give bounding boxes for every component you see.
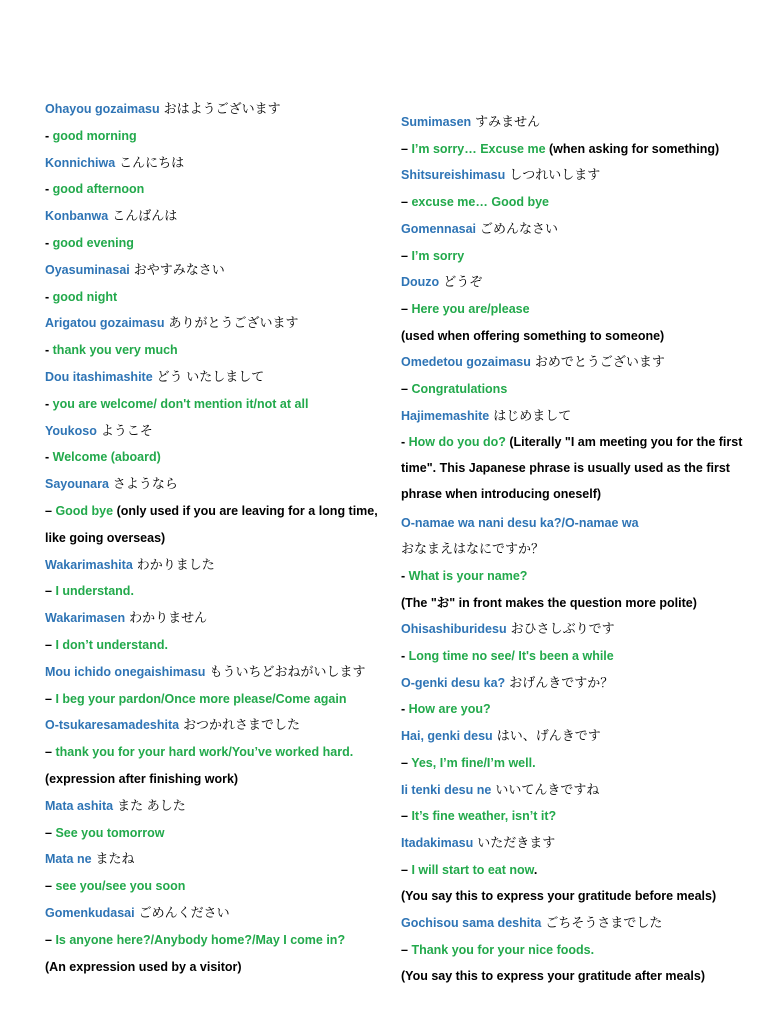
kana-text: どう いたしまして [156, 369, 265, 384]
meaning-line [401, 750, 761, 777]
note-text: (The "お" in front makes the question more polite) [401, 595, 697, 610]
meaning-line [45, 230, 380, 257]
note-line [401, 323, 761, 350]
meaning-text: Thank you for your nice foods. [411, 942, 595, 957]
romaji-text: Gochisou sama deshita [401, 916, 542, 930]
romaji-text: Konnichiwa [45, 155, 116, 170]
romaji-text: Youkoso [45, 423, 97, 438]
phrase-line [45, 471, 380, 498]
dash: - [401, 435, 409, 450]
dash: – [45, 691, 56, 706]
kana-text: こんにちは [119, 154, 185, 170]
kana-text: しつれいします [509, 167, 601, 183]
meaning-line [401, 563, 761, 590]
meaning-note: . [533, 862, 538, 877]
kana-text: ようこそ [100, 422, 153, 438]
dash: - [45, 289, 53, 304]
kana-text: どうぞ [443, 274, 483, 290]
phrase-line [401, 216, 761, 243]
romaji-text: Mata ashita [45, 798, 114, 813]
kana-text: わかりません [129, 610, 208, 626]
kana-text: おなまえはなにですか？ [401, 541, 545, 557]
phrase-line [45, 418, 380, 445]
meaning-note: (Literally "I am meeting you for the first time". This Japanese phrase is usually used as the first phrase when introducing oneself) [401, 435, 743, 502]
phrase-line [45, 793, 380, 820]
romaji-text: Ohisashiburidesu [401, 622, 507, 637]
romaji-text: Omedetou gozaimasu [401, 355, 531, 370]
note-line [401, 590, 761, 617]
meaning-line [401, 243, 761, 270]
meaning-text: How do you do? [408, 435, 506, 450]
note-line [45, 766, 380, 793]
romaji-text: Sumimasen [401, 115, 472, 129]
phrase-line [401, 910, 761, 937]
kana-text: わかりました [136, 556, 215, 572]
kana-text: ありがとうございます [168, 315, 299, 331]
phrase-line [45, 659, 380, 686]
romaji-text: Douzo [401, 275, 440, 290]
meaning-line [401, 696, 761, 723]
dash: – [401, 755, 412, 770]
dash: - [45, 128, 53, 143]
meaning-line [45, 739, 380, 766]
meaning-line [45, 686, 380, 713]
romaji-text: Mata ne [45, 852, 92, 867]
meaning-text: you are welcome/ don't mention it/not at all [52, 396, 309, 411]
romaji-text: Konbanwa [45, 209, 109, 224]
meaning-line [45, 927, 380, 954]
phrase-line [45, 712, 380, 739]
dash: – [401, 141, 412, 156]
phrase-line [45, 846, 380, 873]
romaji-text: Itadakimasu [401, 835, 474, 850]
meaning-text: I will start to eat now [411, 862, 534, 877]
romaji-text: Sayounara [45, 477, 109, 492]
meaning-text: I’m sorry… Excuse me [411, 141, 546, 156]
phrase-line [401, 162, 761, 189]
kana-text: おげんきですか？ [509, 674, 614, 690]
dash: – [401, 809, 412, 824]
romaji-text: Oyasuminasai [45, 262, 130, 277]
kana-text: おつかれさまでした [183, 717, 300, 733]
meaning-text: Good bye [55, 504, 114, 518]
phrase-line [45, 150, 380, 177]
dash: – [401, 195, 412, 210]
romaji-text: Ii tenki desu ne [401, 782, 492, 797]
meaning-line [401, 189, 761, 216]
romaji-text: Hai, genki desu [401, 729, 493, 744]
meaning-text: thank you for your hard work/You’ve worked hard. [55, 745, 354, 760]
romaji-text: Mou ichido onegaishimasu [45, 664, 206, 679]
meaning-text: Here you are/please [411, 301, 530, 316]
meaning-text: good night [52, 289, 118, 304]
dash: – [401, 382, 412, 396]
meaning-text: Welcome (aboard) [52, 450, 161, 465]
meaning-line [401, 429, 761, 507]
romaji-text: Shitsureishimasu [401, 168, 506, 183]
meaning-line [401, 937, 761, 964]
meaning-text: How are you? [408, 702, 491, 717]
meaning-line [401, 136, 761, 163]
meaning-text: I understand. [55, 584, 134, 599]
kana-text: おやすみなさい [133, 261, 225, 277]
meaning-line [45, 820, 380, 847]
romaji-text: Wakarimasen [45, 611, 126, 626]
note-line [401, 883, 761, 910]
phrase-line [45, 605, 380, 632]
romaji-text: O-namae wa nani desu ka?/O-namae wa [401, 515, 639, 530]
dash: – [45, 879, 56, 894]
meaning-line [45, 391, 380, 418]
phrase-line [401, 723, 761, 750]
kana-text: はい、げんきです [496, 728, 601, 744]
meaning-text: I’m sorry [411, 248, 465, 263]
meaning-line [45, 632, 380, 659]
kana-text: さようなら [112, 476, 178, 492]
phrase-line [401, 109, 761, 136]
note-text: (You say this to express your gratitude before meals) [401, 889, 717, 904]
romaji-text: Hajimemashite [401, 408, 490, 423]
phrase-line [45, 257, 380, 284]
dash: - [401, 568, 409, 583]
meaning-line [45, 578, 380, 605]
romaji-text: Arigatou gozaimasu [45, 316, 165, 331]
kana-text: ごめんください [138, 905, 230, 920]
romaji-text: O-genki desu ka? [401, 675, 506, 690]
meaning-text: See you tomorrow [55, 825, 165, 840]
dash: - [45, 343, 53, 358]
kana-text: おめでとうございます [534, 354, 665, 370]
dash: – [45, 504, 56, 518]
meaning-text: Congratulations [411, 382, 508, 396]
phrase-line [45, 203, 380, 230]
dash: – [401, 301, 412, 316]
dash: - [45, 182, 53, 197]
dash: – [45, 932, 56, 947]
romaji-text: Gomennasai [401, 221, 477, 236]
dash: – [45, 584, 56, 599]
note-text: (used when offering something to someone) [401, 328, 665, 343]
kana-text: ごめんなさい [480, 220, 559, 236]
meaning-line [45, 337, 380, 364]
meaning-line [45, 123, 380, 150]
dash: – [401, 862, 412, 877]
meaning-text: I don’t understand. [55, 638, 168, 652]
note-text: (You say this to express your gratitude after meals) [401, 969, 706, 984]
meaning-text: It’s fine weather, isn’t it? [411, 809, 557, 824]
phrase-line [401, 510, 761, 537]
phrase-line [401, 269, 761, 296]
meaning-text: What is your name? [408, 568, 528, 583]
meaning-line [401, 857, 761, 884]
meaning-text: I beg your pardon/Once more please/Come again [55, 691, 347, 706]
meaning-line [45, 176, 380, 203]
kana-line [401, 536, 761, 563]
dash: - [45, 450, 53, 465]
meaning-line [45, 498, 380, 525]
note-line [401, 963, 761, 990]
meaning-text: Long time no see/ It's been a while [408, 649, 614, 663]
dash: - [401, 702, 409, 717]
meaning-text: good evening [52, 236, 134, 250]
kana-text: いただきます [477, 834, 556, 850]
phrase-line [45, 310, 380, 337]
dash: - [401, 649, 409, 663]
phrase-line [45, 364, 380, 391]
phrase-line [401, 777, 761, 804]
kana-text: いいてんきですね [495, 781, 600, 797]
meaning-text: excuse me… Good bye [411, 195, 549, 210]
romaji-text: O-tsukaresamadeshita [45, 718, 180, 733]
meaning-text: thank you very much [52, 343, 178, 358]
phrase-line [45, 96, 380, 123]
meaning-line [401, 296, 761, 323]
note-text: (An expression used by a visitor) [45, 959, 242, 974]
dash: – [401, 942, 412, 957]
dash: – [45, 638, 56, 652]
meaning-line [401, 376, 761, 403]
romaji-text: Ohayou gozaimasu [45, 102, 160, 116]
kana-text: またね [95, 851, 135, 867]
kana-text: すみません [475, 114, 541, 129]
dash: – [401, 248, 412, 263]
phrase-line [401, 670, 761, 697]
meaning-text: good morning [52, 128, 137, 143]
kana-text: おひさしぶりです [510, 621, 615, 637]
phrase-line [45, 552, 380, 579]
kana-text: また あした [117, 797, 186, 813]
note-line [45, 954, 380, 981]
meaning-text: good afternoon [52, 182, 145, 197]
note-text: like going overseas) [45, 530, 166, 545]
romaji-text: Dou itashimashite [45, 370, 153, 384]
kana-text: おはようございます [163, 101, 281, 116]
dash: – [45, 745, 56, 760]
phrase-line [401, 403, 761, 430]
meaning-note: (when asking for something) [545, 141, 720, 156]
romaji-text: Gomenkudasai [45, 906, 135, 920]
dash: - [45, 396, 53, 411]
meaning-line [45, 284, 380, 311]
kana-text: はじめまして [493, 407, 572, 423]
meaning-line [45, 873, 380, 900]
meaning-text: Yes, I’m fine/I’m well. [411, 755, 536, 770]
meaning-note: (only used if you are leaving for a long time, [113, 504, 378, 518]
meaning-text: see you/see you soon [55, 879, 186, 894]
dash: – [45, 825, 56, 840]
kana-text: ごちそうさまでした [545, 915, 663, 930]
kana-text: こんばんは [112, 208, 178, 224]
phrase-line [45, 900, 380, 927]
note-text: (expression after finishing work) [45, 772, 239, 786]
meaning-line [401, 643, 761, 670]
phrase-line [401, 349, 761, 376]
kana-text: もういちどおねがいします [209, 663, 366, 679]
meaning-line [401, 803, 761, 830]
meaning-text: Is anyone here?/Anybody home?/May I come in? [55, 932, 346, 947]
note-line [45, 525, 380, 552]
dash: - [45, 236, 53, 250]
meaning-line [45, 444, 380, 471]
romaji-text: Wakarimashita [45, 557, 133, 572]
phrase-line [401, 830, 761, 857]
phrase-line [401, 616, 761, 643]
